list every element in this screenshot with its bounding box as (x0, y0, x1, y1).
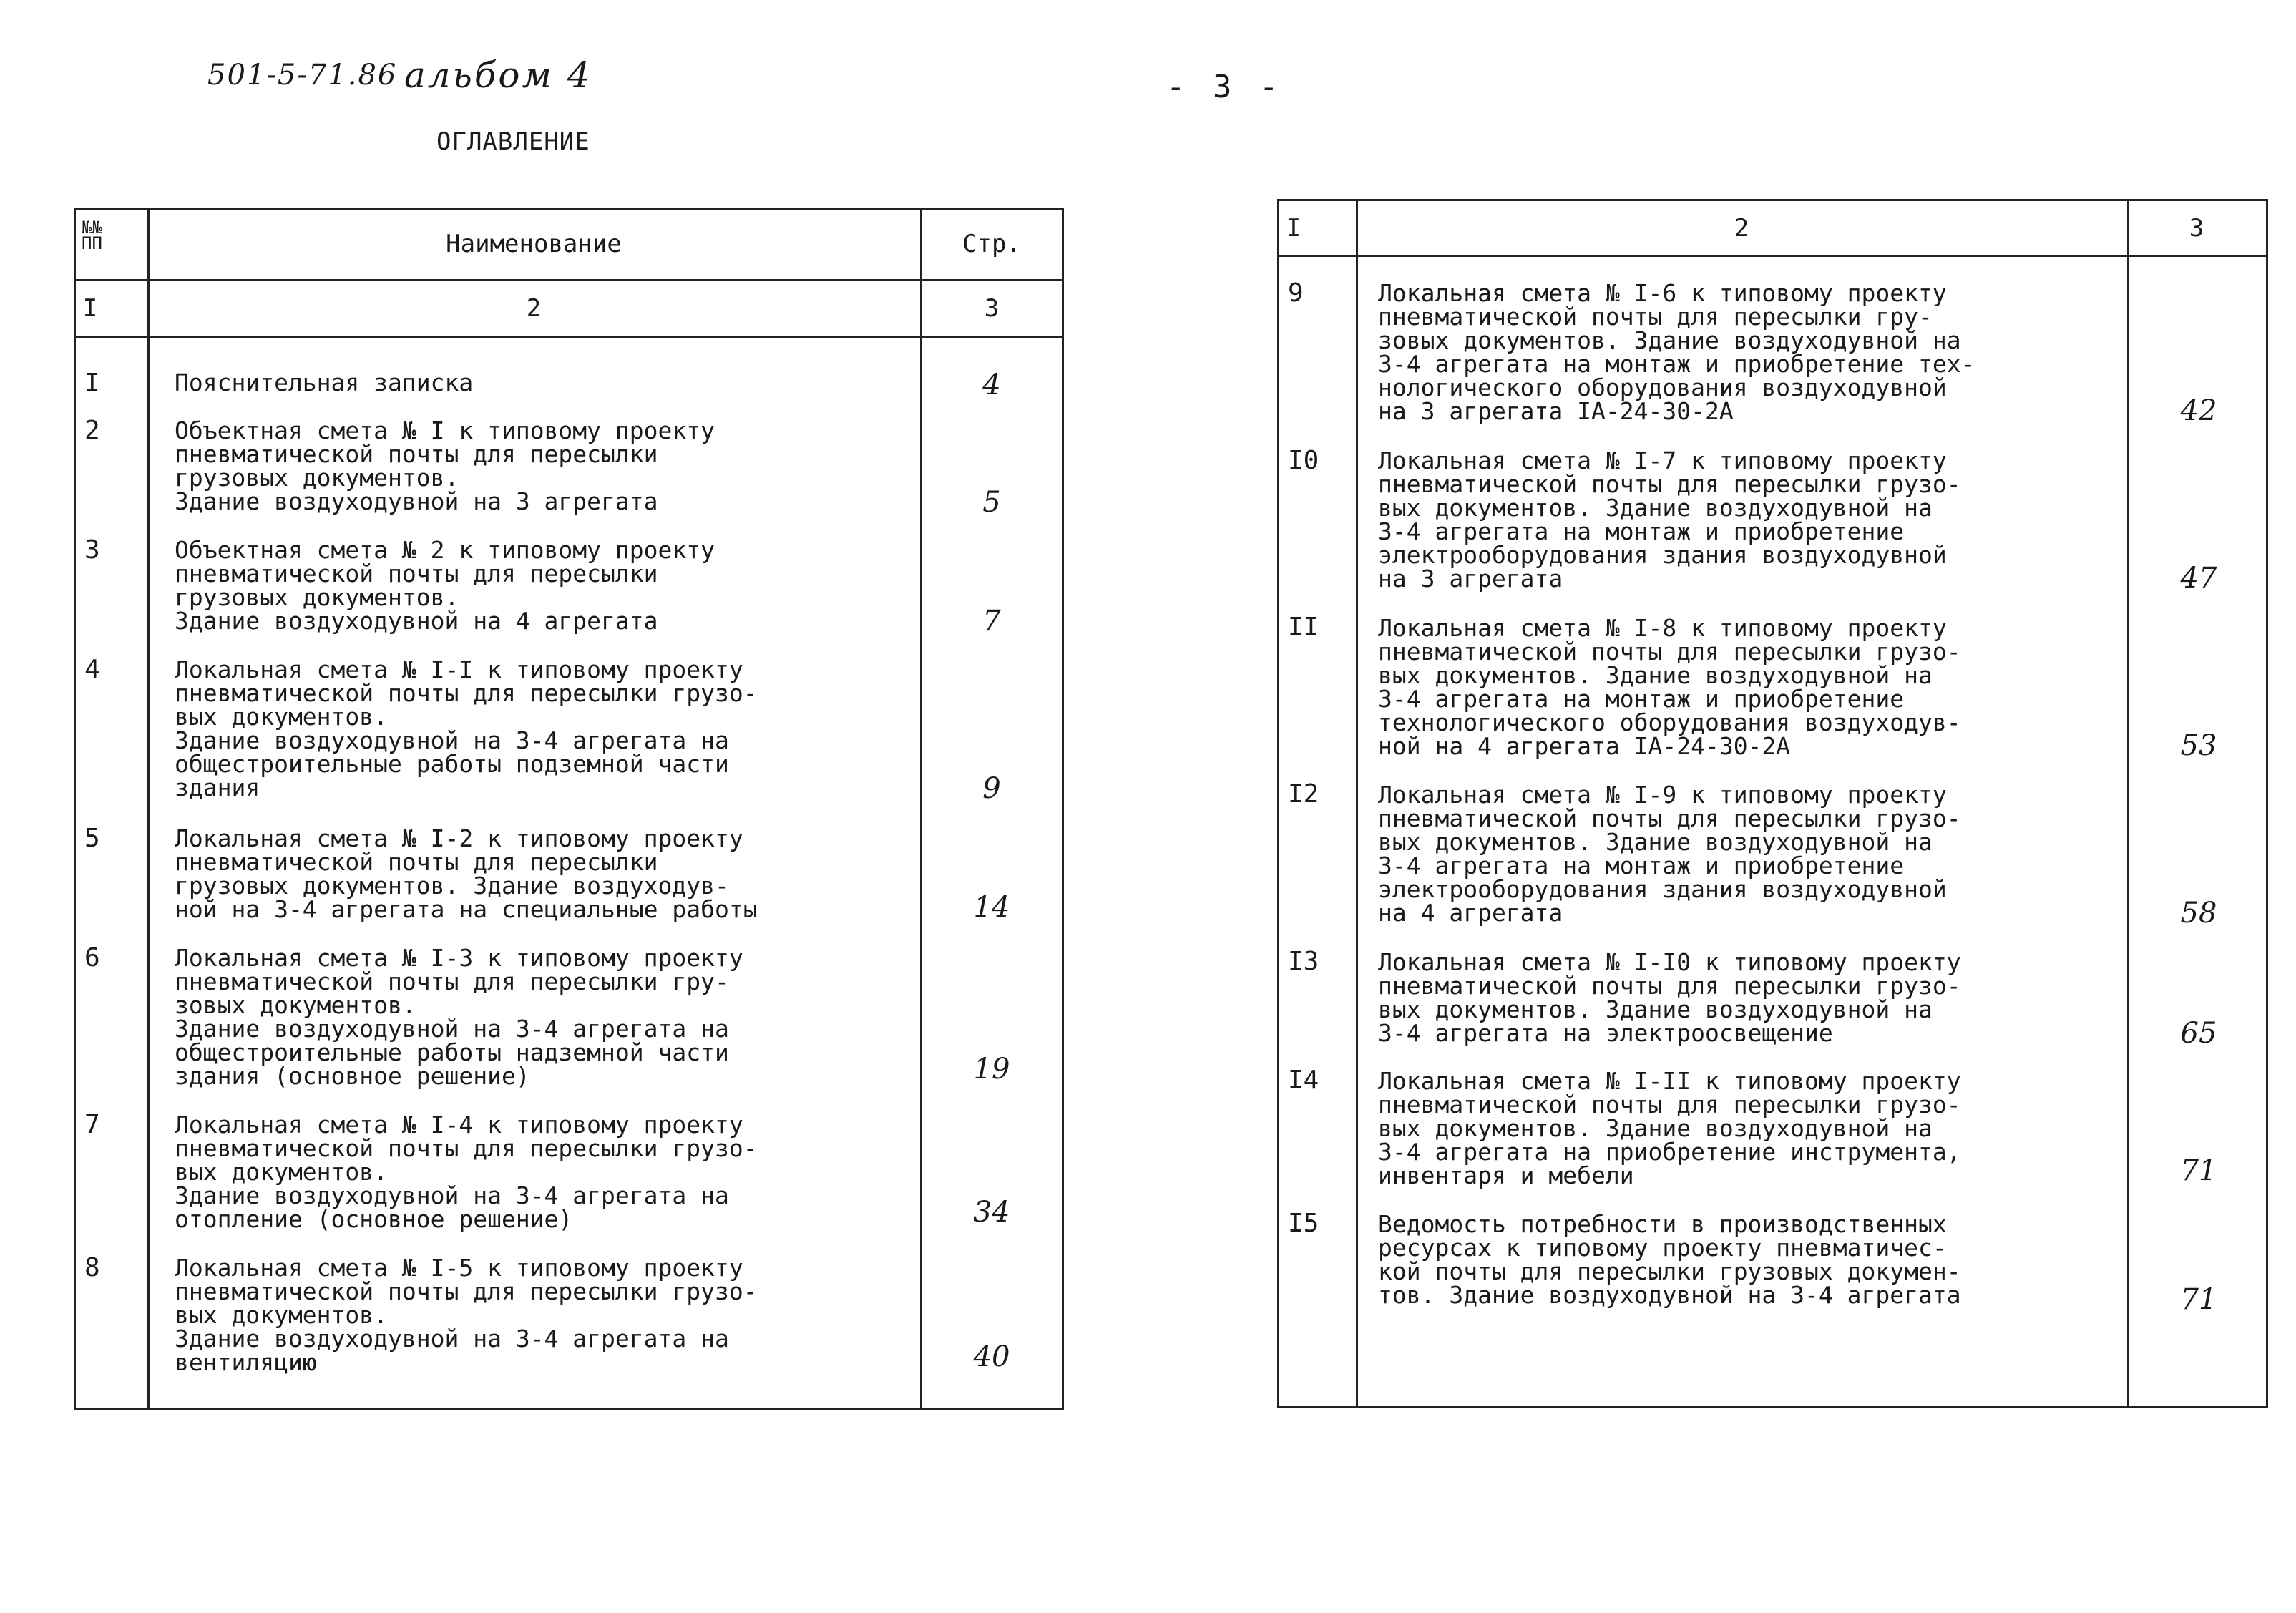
row-description: Объектная смета № 2 к типовому проекту пневматической почты для пересылки грузовых документов. Здание воздуходувной на 4 агрегата (175, 536, 715, 635)
header-col2: 2 (1734, 214, 1749, 243)
album-label: альбом 4 (404, 54, 592, 96)
row-number: I (84, 369, 100, 398)
row-number: 5 (84, 824, 100, 853)
row-description: Локальная смета № I-I0 к типовому проекту пневматической почты для пересылки грузо- вых документов. Здание воздуходувной на 3-4 агрегата на электроосвещение (1378, 948, 1961, 1047)
row-page: 14 (973, 891, 1010, 924)
subheader-col3: 3 (984, 294, 1000, 323)
row-page: 47 (2180, 562, 2217, 595)
row-number: 4 (84, 655, 100, 684)
row-number: II (1288, 613, 1319, 642)
row-page: 34 (973, 1196, 1010, 1229)
row-page: 65 (2180, 1017, 2217, 1050)
row-page: 9 (982, 772, 1001, 805)
document-code: 501-5-71.86 (207, 59, 398, 92)
row-page: 5 (982, 486, 1001, 519)
row-description: Локальная смета № I-4 к типовому проекту пневматической почты для пересылки грузо- вых документов. Здание воздуходувной на 3-4 агрегата на отопление (основное решение) (175, 1111, 758, 1233)
header-number-column: №№ ПП (82, 218, 102, 253)
header-divider (1279, 255, 2266, 257)
row-number: I5 (1288, 1209, 1319, 1238)
header-divider (76, 279, 1062, 281)
row-number: 6 (84, 943, 100, 973)
header-col1: I (1286, 214, 1301, 243)
row-page: 71 (2180, 1283, 2217, 1316)
subheader-divider (76, 336, 1062, 338)
row-number: 7 (84, 1110, 100, 1139)
row-description: Локальная смета № I-6 к типовому проекту пневматической почты для пересылки гру- зовых документов. Здание воздуходувной на 3-4 агрегата на монтаж и приобретение тех- нологического оборудования воздуходувной на 3 агрегата IA-24-30-2A (1378, 279, 1975, 425)
row-number: 3 (84, 535, 100, 565)
row-page: 19 (973, 1053, 1010, 1086)
row-number: I3 (1288, 947, 1319, 976)
page-title: ОГЛАВЛЕНИЕ (436, 127, 590, 156)
row-number: 8 (84, 1253, 100, 1282)
row-number: 2 (84, 416, 100, 445)
row-description: Объектная смета № I к типовому проекту пневматической почты для пересылки грузовых документов. Здание воздуходувной на 3 агрегата (175, 416, 715, 515)
row-number: I4 (1288, 1066, 1319, 1095)
row-description: Локальная смета № I-5 к типовому проекту пневматической почты для пересылки грузо- вых документов. Здание воздуходувной на 3-4 агрегата на вентиляцию (175, 1254, 758, 1376)
row-description: Локальная смета № I-II к типовому проекту пневматической почты для пересылки грузо- вых документов. Здание воздуходувной на 3-4 агрегата на приобретение инструмента, инвентаря и мебели (1378, 1067, 1961, 1189)
row-page: 42 (2180, 394, 2217, 427)
row-page: 58 (2180, 897, 2217, 930)
row-description: Локальная смета № I-I к типовому проекту пневматической почты для пересылки грузо- вых документов. Здание воздуходувной на 3-4 агрегата на общестроительные работы подземной части здания (175, 656, 758, 801)
toc-table-left (74, 208, 1064, 1410)
column-divider (1356, 201, 1358, 1406)
page-number: - 3 - (1166, 69, 1283, 105)
header-name-column: Наименование (446, 230, 622, 258)
row-number: I2 (1288, 779, 1319, 809)
subheader-col1: I (82, 294, 98, 323)
row-description: Пояснительная записка (175, 369, 474, 396)
row-page: 40 (973, 1340, 1010, 1373)
subheader-col2: 2 (526, 294, 542, 323)
row-description: Локальная смета № I-3 к типовому проекту пневматической почты для пересылки гру- зовых документов. Здание воздуходувной на 3-4 агрегата на общестроительные работы надземной части здания (основное решение) (175, 944, 743, 1090)
column-divider (147, 210, 150, 1408)
header-col3: 3 (2189, 214, 2204, 243)
toc-table-right (1277, 199, 2268, 1408)
row-number: I0 (1288, 446, 1319, 475)
row-page: 53 (2180, 729, 2217, 762)
header-page-column: Стр. (962, 230, 1021, 258)
row-description: Локальная смета № I-9 к типовому проекту пневматической почты для пересылки грузо- вых документов. Здание воздуходувной на 3-4 агрегата на монтаж и приобретение электрооборудования здания воздуходувной на 4 агрегата (1378, 781, 1961, 927)
row-page: 71 (2180, 1154, 2217, 1187)
row-description: Локальная смета № I-7 к типовому проекту пневматической почты для пересылки грузо- вых документов. Здание воздуходувной на 3-4 агрегата на монтаж и приобретение электрооборудования здания воздуходувной на 3 агрегата (1378, 447, 1961, 593)
row-number: 9 (1288, 278, 1304, 308)
column-divider (2127, 201, 2129, 1406)
row-page: 4 (982, 369, 1001, 401)
row-description: Локальная смета № I-2 к типовому проекту пневматической почты для пересылки грузовых документов. Здание воздуходув- ной на 3-4 агрегата на специальные работы (175, 824, 758, 923)
row-description: Ведомость потребности в производственных ресурсах к типовому проекту пневматичес- кой почты для пересылки грузовых докумен- тов. Здание воздуходувной на 3-4 агрегата (1378, 1210, 1961, 1309)
row-page: 7 (982, 605, 1001, 638)
row-description: Локальная смета № I-8 к типовому проекту пневматической почты для пересылки грузо- вых документов. Здание воздуходувной на 3-4 агрегата на монтаж и приобретение технологического оборудования воздуходув- ной на 4 агрегата IA-24-30-2A (1378, 614, 1961, 760)
